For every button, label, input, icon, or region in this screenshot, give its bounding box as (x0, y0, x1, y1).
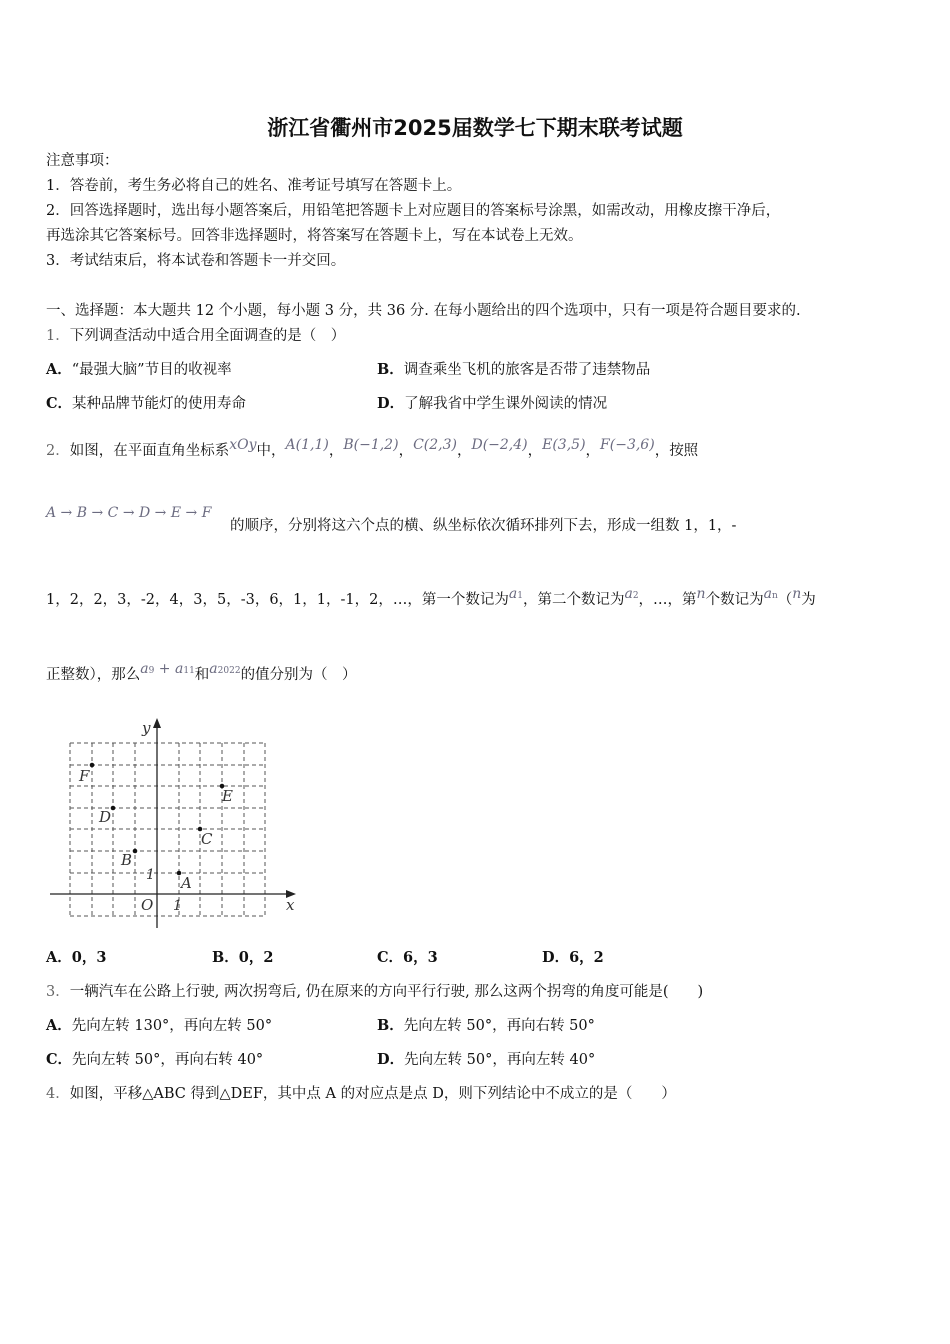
question-4-stem (46, 1084, 676, 1104)
point-f-label: F (79, 767, 90, 785)
question-2-option-c (377, 948, 438, 968)
section-heading: 一、选择题：本大题共 12 个小题，每小题 3 分，共 36 分. 在每小题给出的四个选项中，只有一项是符合题目要求的. (46, 303, 801, 319)
point-d-formula: D(−2,4) (471, 437, 528, 453)
y-axis-label: y (142, 719, 151, 737)
notice-item-2-cont: 再选涂其它答案标号。回答非选择题时，将答案写在答题卡上，写在本试卷上无效。 (46, 228, 583, 244)
question-1-option-b (377, 360, 650, 380)
option-text: 了解我省中学生课外阅读的情况 (404, 396, 608, 412)
question-text: 如图，平移△ABC 得到△DEF，其中点 A 的对应点是点 D，则下列结论中不成立的是（ ） (69, 1086, 676, 1102)
question-3-option-c (46, 1050, 263, 1070)
question-2-stem-line-4 (46, 661, 357, 687)
a1-formula: a1 (508, 586, 523, 602)
page-title: 浙江省衢州市2025届数学七下期末联考试题 (267, 116, 683, 140)
x-tick-label: 1 (173, 898, 182, 914)
question-2-stem-line-1 (46, 437, 699, 461)
option-label: D． (377, 395, 405, 412)
question-text: 个数记为 (705, 592, 764, 608)
option-label: B． (212, 949, 239, 966)
option-text: 0，3 (71, 949, 107, 966)
notice-item-3: 3．考试结束后，将本试卷和答题卡一并交回。 (46, 253, 346, 269)
question-text: 和 (194, 667, 210, 683)
y-axis-arrow-icon (153, 718, 161, 728)
point-a-label: A (181, 874, 192, 892)
question-text: ，第二个数记为 (522, 592, 625, 608)
question-2-stem-line-2: 的顺序，分别将这六个点的横、纵坐标依次循环排列下去，形成一组数 1，1，- (230, 518, 737, 534)
question-text: 的值分别为（ ） (240, 667, 357, 683)
question-2-option-b (212, 948, 273, 968)
option-label: B． (377, 361, 404, 378)
separator: ， (654, 443, 670, 459)
option-label: D． (542, 949, 570, 966)
point-a-formula: A(1,1) (285, 437, 329, 453)
point-f-formula: F(−3,6) (600, 437, 655, 453)
option-label: B． (377, 1017, 404, 1034)
option-text: 调查乘坐飞机的旅客是否带了违禁物品 (403, 362, 651, 378)
coordinate-figure (46, 716, 304, 934)
question-number: 4． (46, 1086, 70, 1102)
y-tick-label: 1 (146, 867, 155, 883)
option-text: 6，2 (569, 949, 604, 966)
option-text: 先向左转 50°，再向右转 50° (403, 1018, 595, 1034)
option-text: 6，3 (403, 949, 438, 966)
question-text: 一辆汽车在公路上行驶, 两次拐弯后, 仍在原来的方向平行行驶, 那么这两个拐弯的角度可能是( ) (69, 984, 704, 1000)
option-text: 先向左转 130°，再向左转 50° (71, 1018, 273, 1034)
option-label: A． (46, 1017, 72, 1034)
question-2-option-d (542, 948, 604, 968)
question-text: 为 (801, 592, 816, 608)
an-formula: an (763, 586, 778, 602)
a2-formula: a2 (624, 586, 639, 602)
question-3-stem (46, 982, 703, 1002)
option-text: 先向左转 50°，再向右转 40° (72, 1052, 264, 1068)
question-text: 中， (256, 443, 286, 459)
question-number: 2． (46, 443, 70, 459)
origin-label: O (141, 896, 154, 914)
dashed-grid (70, 743, 265, 916)
question-text: ，…，第 (638, 592, 697, 608)
separator: ， (456, 443, 472, 459)
question-number: 3． (46, 984, 70, 1000)
separator: ， (585, 443, 601, 459)
question-text: 1，2，2，3，-2，4，3，5，-3，6，1，1，-1，2，…，第一个数记为 (46, 592, 509, 608)
option-label: C． (46, 1051, 73, 1068)
point-b-label: B (121, 851, 133, 869)
order-formula: A → B → C → D → E → F (46, 505, 212, 521)
a9-plus-a11-formula: a9 + a11 (140, 661, 195, 677)
n-formula-2: n (792, 586, 802, 602)
point-c-formula: C(2,3) (413, 437, 457, 453)
option-text: “最强大脑”节目的收视率 (71, 362, 232, 378)
question-text: 按照 (669, 443, 699, 459)
point-d-label: D (99, 808, 112, 826)
x-axis-label: x (286, 896, 295, 914)
point-e-label: E (222, 787, 233, 805)
question-1-stem (46, 326, 345, 346)
separator: ， (527, 443, 543, 459)
axes (50, 724, 290, 928)
question-2-option-a (46, 948, 106, 968)
question-3-option-a (46, 1016, 272, 1036)
question-3-option-b (377, 1016, 595, 1036)
order-formula-line (46, 503, 211, 523)
a2022-formula: a2022 (209, 661, 241, 677)
separator: ， (328, 443, 344, 459)
point-e-formula: E(3,5) (542, 437, 586, 453)
option-label: A． (46, 361, 72, 378)
notice-item-1: 1．答卷前，考生务必将自己的姓名、准考证号填写在答题卡上。 (46, 178, 462, 194)
option-label: C． (46, 395, 73, 412)
question-text: 如图，在平面直角坐标系 (69, 443, 230, 459)
notice-item-2: 2．回答选择题时，选出每小题答案后，用铅笔把答题卡上对应题目的答案标号涂黑，如需改动，用橡皮擦干净后， (46, 203, 781, 219)
notice-heading: 注意事项： (46, 153, 119, 169)
question-text: 正整数），那么 (46, 667, 141, 683)
option-label: D． (377, 1051, 405, 1068)
question-text: 下列调查活动中适合用全面调查的是（ ） (69, 328, 346, 344)
option-label: A． (46, 949, 72, 966)
point-b-formula: B(−1,2) (343, 437, 399, 453)
point-c-label: C (201, 830, 213, 848)
question-text: （ (777, 592, 793, 608)
coord-system-formula: xOy (229, 437, 257, 453)
question-1-option-c (46, 394, 246, 414)
separator: ， (398, 443, 414, 459)
option-text: 0，2 (238, 949, 274, 966)
question-2-stem-line-3 (46, 586, 816, 612)
question-number: 1． (46, 328, 70, 344)
option-text: 某种品牌节能灯的使用寿命 (72, 396, 247, 412)
question-1-option-d (377, 394, 607, 414)
option-label: C． (377, 949, 404, 966)
question-1-option-a (46, 360, 232, 380)
n-formula: n (696, 586, 706, 602)
option-text: 先向左转 50°，再向左转 40° (404, 1052, 596, 1068)
question-3-option-d (377, 1050, 595, 1070)
